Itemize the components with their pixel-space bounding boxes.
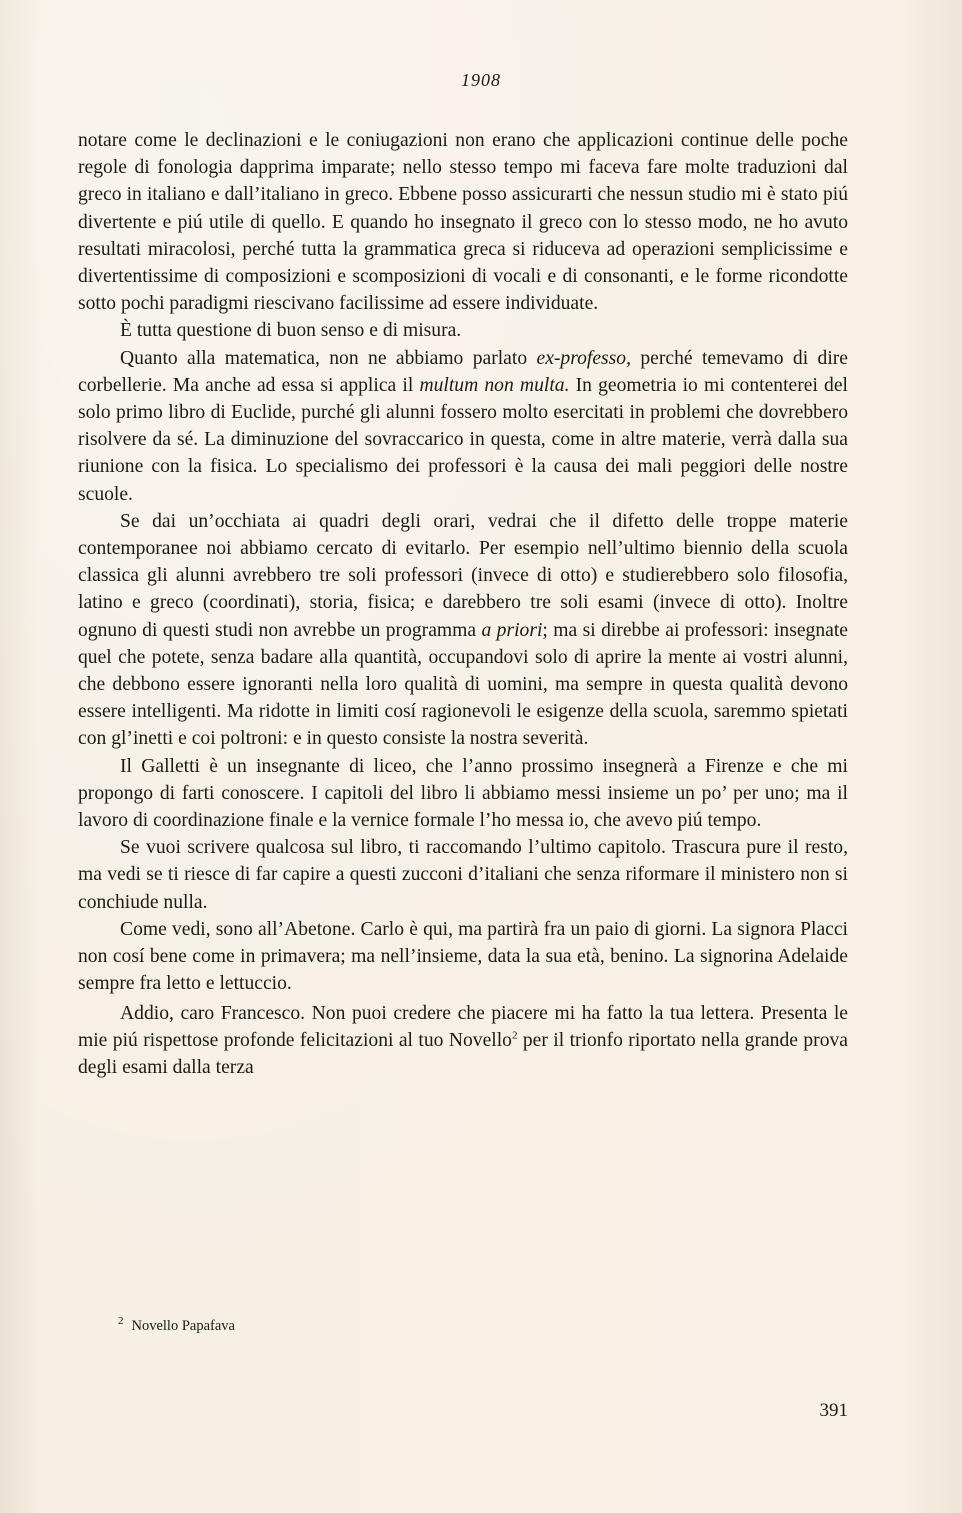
running-title: 1908 bbox=[461, 70, 501, 90]
paragraph-8-text-a: Addio, caro Francesco. Non puoi credere che piacere mi ha fatto la tua lettera. Presenta le mie piú rispettose profonde felicitazioni al tuo Novello bbox=[78, 1002, 848, 1051]
paragraph-3 bbox=[78, 345, 848, 508]
paragraph-8-text-b: per il trionfo riportato nella grande prova degli esami dalla terza bbox=[78, 1029, 848, 1078]
footnote-text: Novello Papafava bbox=[131, 1318, 235, 1334]
paragraph-3-text-c: In geometria io mi contenterei del solo primo libro di Euclide, purché gli alunni fossero molto esercitati in problemi che dovrebbero risolvere da sé. La diminuzione del sovraccarico in questa, come in altre materie, verrà dalla sua riunione con la fisica. Lo specialismo dei professori è la causa dei mali peggiori delle nostre scuole. bbox=[78, 374, 848, 505]
paragraph-4-text-b: ; ma si direbbe ai professori: insegnate quel che potete, senza badare alla quantità, occupandovi solo di aprire la mente ai vostri alunni, che debbono essere ignoranti nella loro qualità di uomini, ma sempre in questa qualità devono essere intelligenti. Ma ridotte in limiti cosí ragionevoli le esigenze della scuola, saremmo spietati con gl’inetti e coi poltroni: e in questo consiste la nostra severità. bbox=[78, 619, 848, 750]
footnote bbox=[118, 1316, 718, 1336]
paragraph-8 bbox=[78, 1000, 848, 1082]
footnote-number: 2 bbox=[118, 1315, 124, 1328]
paragraph-5: Il Galletti è un insegnante di liceo, che l’anno prossimo insegnerà a Firenze e che mi propongo di farti conoscere. I capitoli del libro li abbiamo messi insieme un po’ per uno; ma il lavoro di coordinazione finale e la vernice formale l’ho messa io, che avevo piú tempo. bbox=[78, 755, 848, 832]
paragraph-7: Come vedi, sono all’Abetone. Carlo è qui, ma partirà fra un paio di giorni. La signora Placci non cosí bene come in primavera; ma nell’insieme, data la sua età, benino. La signorina Adelaide sempre fra letto e lettuccio. bbox=[78, 918, 848, 995]
footnote-reference: 2 bbox=[511, 1029, 518, 1042]
paragraph-4 bbox=[78, 508, 848, 753]
letter-body bbox=[78, 127, 848, 1081]
page-number: 391 bbox=[819, 1400, 848, 1421]
italic-a-priori: a priori bbox=[481, 619, 543, 641]
paragraph-2: È tutta questione di buon senso e di misura. bbox=[120, 320, 462, 342]
italic-ex-professo: ex-professo, bbox=[536, 347, 631, 369]
paragraph-3-text-b: perché temevamo di dire corbellerie. Ma anche ad essa si applica il bbox=[78, 347, 848, 396]
paragraph-3-text-a: Quanto alla matematica, non ne abbiamo parlato bbox=[120, 347, 537, 369]
paragraph-4-text-a: Se dai un’occhiata ai quadri degli orari, vedrai che il difetto delle troppe materie contemporanee noi abbiamo cercato di evitarlo. Per esempio nell’ultimo biennio della scuola classica gli alunni avrebbero tre soli professori (invece di otto) e studierebbero solo filosofia, latino e greco (coordinati), storia, fisica; e darebbero tre soli esami (invece di otto). Inoltre ognuno di questi studi non avrebbe un programma bbox=[78, 510, 848, 641]
paragraph-6: Se vuoi scrivere qualcosa sul libro, ti raccomando l’ultimo capitolo. Trascura pure il resto, ma vedi se ti riesce di far capire a questi zucconi d’italiani che senza riformare il ministero non si conchiude nulla. bbox=[78, 837, 848, 913]
italic-multum-non-multa: multum non multa. bbox=[419, 374, 570, 396]
paragraph-1: notare come le declinazioni e le coniugazioni non erano che applicazioni continue delle poche regole di fonologia dapprima imparate; nello stesso tempo mi faceva fare molte traduzioni dal greco in italiano e dall’italiano in greco. Ebbene posso assicurarti che nessun studio mi è stato piú divertente e piú utile di quello. E quando ho insegnato il greco con lo stesso modo, ne ho avuto resultati miracolosi, perché tutta la grammatica greca si riduceva ad operazioni semplicissime e divertentissime di composizioni e scomposizioni di vocali e di consonanti, e le forme ricondotte sotto pochi paradigmi riescivano facilissime ad essere individuate. bbox=[78, 130, 848, 315]
